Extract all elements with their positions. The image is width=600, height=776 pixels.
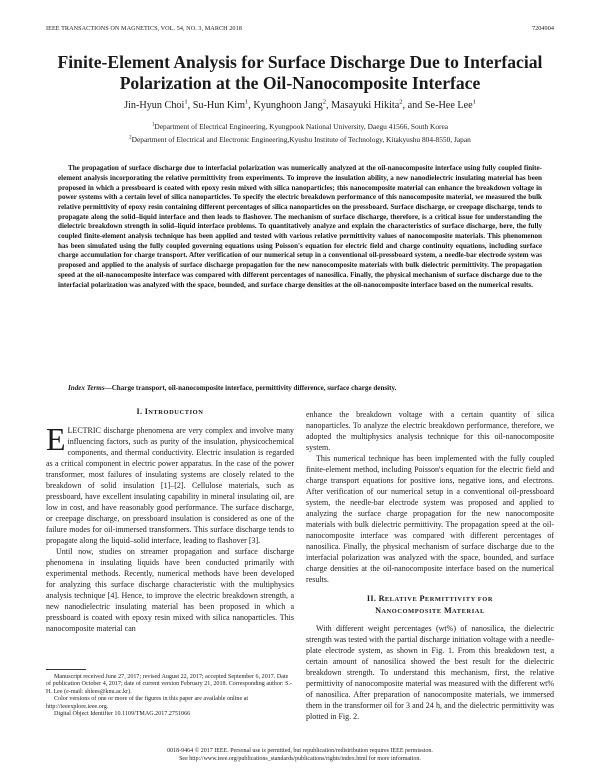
index-terms: Index Terms—Charge transport, oil-nanocomposite interface, permittivity difference, surface charge density. — [68, 384, 397, 393]
section-heading-introduction: I. INTRODUCTION — [136, 407, 204, 416]
paper-title: Finite-Element Analysis for Surface Discharge Due to Interfacial Polarization at the Oil-Nanocomposite Interface — [57, 52, 543, 93]
right-column — [306, 409, 554, 722]
left-column — [46, 404, 294, 634]
abstract: The propagation of surface discharge due to interfacial polarization was numerically analyzed at the oil-nanocomposite interface using fully coupled finite-element analysis incorporating the relative permittivity from experiments. To improve the insulation ability, a new nanodielectric insulating material has been proposed in which a pressboard is coated with epoxy resin mixed with silica nanoparticles; this nanocomposite material can enhance the breakdown voltage in power systems with a certain level of silica nanoparticles. To specify the electric breakdown performance of this nanocomposite material, we measured the bulk relative permittivity of epoxy resin containing different percentages of silica nanoparticles on the pressboard. Surface discharge, or creepage discharge, tends to propagate along the solid–liquid interface and then leads to flashover. The mechanism of surface discharge, therefore, is a critical issue for understanding the dielectric breakdown strength in solid–liquid interface problems. To quantitatively analyze and explain the characteristics of surface discharge, here, the fully coupled finite-element analysis technique has been applied and tested with various relative permittivity values of nanocomposite materials. This phenomenon has been simulated using the fully coupled governing equations using Poisson's equation for electric field and charge continuity equations, including surface charge accumulation for charge transport. After verification of our numerical setup in a conventional oil-pressboard system, a needle-bar electrode system was proposed and applied to the analysis of surface discharge propagation for the new nanocomposite materials with bulk dielectric permittivity. The propagation speed at the oil-nanocomposite interface was compared with different percentages of nanosilica. Finally, the physical mechanism of surface discharge due to the interfacial polarization was analyzed with the space, bounded, and surface charge densities at the oil-nanocomposite interface based on the numerical results. — [58, 164, 542, 289]
affiliation-1: $^1$Department of Electrical Engineering, Kyungpook National University, Daegu 41566, South Korea — [151, 122, 449, 131]
author: Kyunghoon Jang$^2$, — [253, 99, 332, 112]
copyright-notice: 0018-9464 © 2017 IEEE. Personal use is permitted, but republication/redistribution requires IEEE permission. See http://www.ieee.org/publications_standards/publications/rights/index.html for more information. — [167, 748, 433, 762]
section-heading-relative-permittivity: II. RELATIVE PERMITTIVITY FOR NANOCOMPOSITE MATERIAL — [366, 594, 494, 615]
intro-paragraph-2: Until now, studies on streamer propagation and surface discharge phenomena in insulating liquids have been conducted primarily with experimental methods. Recently, numerical methods have been developed for analyzing this surface discharge characteristic with the multiphysics analysis technique [4]. Hence, to improve the electric breakdown strength, a new nanodielectric insulating material has been proposed in which a pressboard is coated with epoxy resin mixed with silica nanoparticles. This nanocomposite material can — [46, 547, 294, 633]
author: Se-Hee Lee$^1$ — [424, 99, 476, 112]
footnote-rule — [46, 669, 86, 670]
author: Su-Hun Kim$^1$, — [192, 99, 254, 112]
intro-paragraph-4: This numerical technique has been implemented with the fully coupled finite-element method, including Poisson's equation for the electric field and charge transport equations for positive ions, negative ions, and electrons. After verification of our numerical setup in a conventional oil-pressboard system, the needle-bar electrode system was proposed and applied to analyzing the surface charge propagation for the new nanocomposite materials with bulk dielectric permittivity. The propagation speed at the oil-nanocomposite interface was compared with different percentages of nanosilica. Finally, the physical mechanism of surface discharge due to the interfacial polarization was analyzed with the space, bounded, and surface charge densities at the oil-nanocomposite interface based on the numerical results. — [306, 454, 554, 584]
author-list — [30, 99, 570, 111]
section2-paragraph-1: With different weight percentages (wt%) of nanosilica, the dielectric strength was tested with the partial discharge initiation voltage with a needle-plate electrode system, as shown in Fig. 1. From this breakdown test, a certain amount of nanosilica showed the best result for the dielectric breakdown strength. To understand this mechanism, first, the relative permittivity of nanocomposite material was measured with the different wt% of nanosilica. After preparation of nanocomposite materials, we immersed them in the transformer oil for 3 and 24 h, and the dielectric permittivity was plotted in Fig. 2. — [306, 624, 554, 721]
drop-cap: E — [46, 421, 66, 457]
footnotes — [46, 674, 294, 718]
affiliation-2: $^2$Department of Electrical and Electronic Engineering,Kyushu Institute of Technology, Kitakyushu 804-8550, Japan — [129, 135, 471, 144]
author: Masayuki Hikita$^2$, and — [331, 99, 425, 112]
intro-paragraph-1: ELECTRIC discharge phenomena are very complex and involve many influencing factors, such as purity of the insulation, physicochemical components, and thermal conductivity. Electric insulation is regarded as a critical component in electric power apparatus. In the case of the power transformer, most failures of insulating systems are closely related to the breakdown of solid insulation [1]–[2]. Cellulose materials, such as pressboard, have excellent insulating capability in mineral insulating oil, are low in cost, and have reasonably good performance. The surface discharge, or creepage discharge, on pressboard insulation is considered as one of the failure modes for oil-immersed transformers. This surface discharge tends to propagate along the liquid–solid interface, leading to flashover [3]. — [46, 421, 294, 545]
journal-name: IEEE TRANSACTIONS ON MAGNETICS, VOL. 54, NO. 3, MARCH 2018 — [46, 25, 242, 32]
footnote-manuscript: Manuscript received June 27, 2017; revised August 22, 2017; accepted September 6, 2017. Date of publication October 4, 2017; date of current version February 21, 2018. Corresponding author: S.-H. Lee (e-mail: shlees@knu.ac.kr). — [46, 674, 293, 695]
author: Jin-Hyun Choi$^1$, — [124, 99, 193, 112]
article-number: 7204904 — [531, 25, 554, 32]
footnote-color: Color versions of one or more of the figures in this paper are available online at http://ieeexplore.ieee.org. — [46, 696, 249, 710]
footnote-doi: Digital Object Identifier 10.1109/TMAG.2017.2751066 — [54, 711, 191, 718]
intro-paragraph-3: enhance the breakdown voltage with a certain quantity of silica nanoparticles. To analyze the electric breakdown performance, therefore, we adopted the multiphysics analysis technique for this oil-nanocomposite system. — [306, 410, 554, 452]
